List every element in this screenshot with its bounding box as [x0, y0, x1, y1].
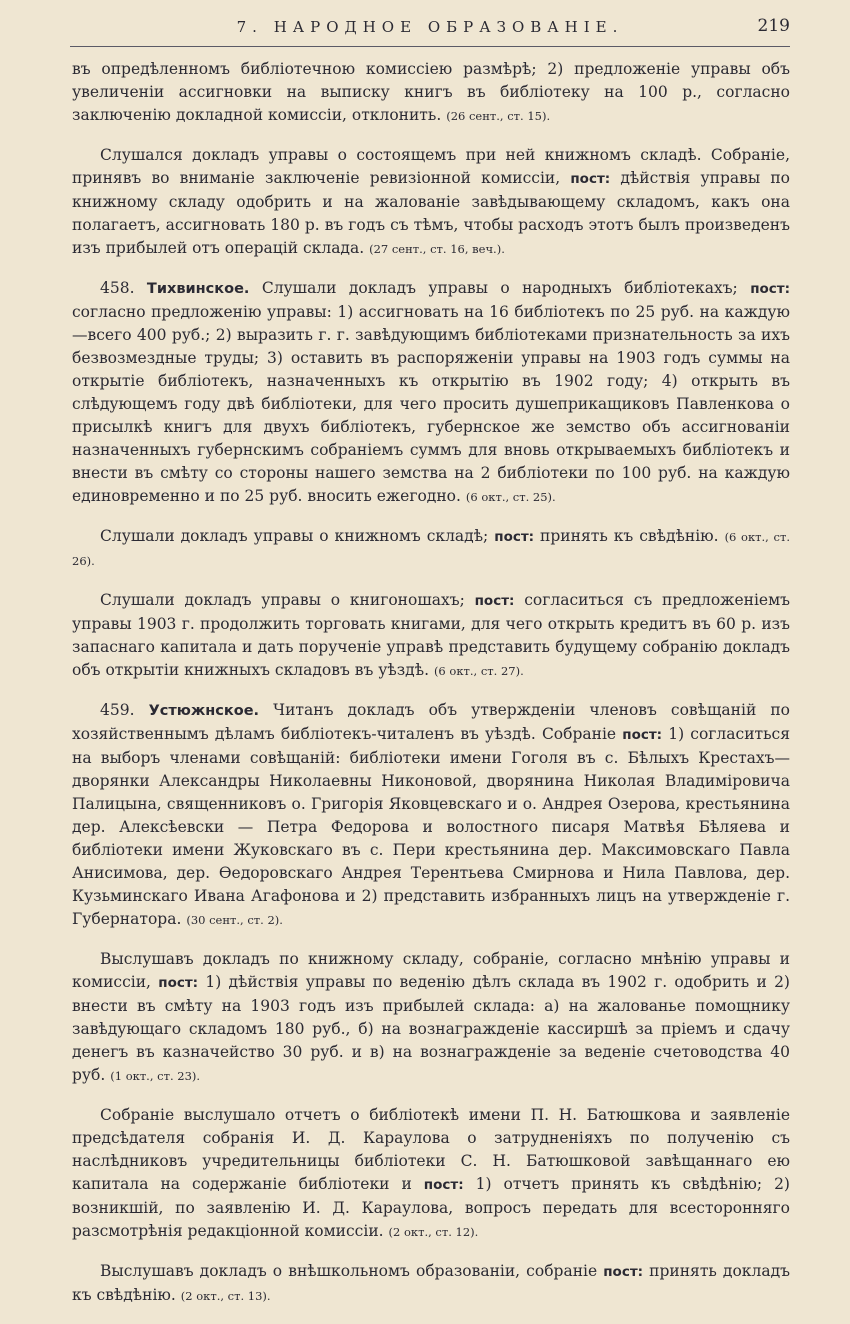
section-heading: Тихвинское. — [146, 281, 250, 297]
header-rule — [70, 46, 790, 47]
running-header — [70, 14, 790, 42]
paragraph-text: Собраніе выслушало отчетъ о библіотекѣ имени П. Н. Батюшкова и заявленіе предсѣдателя собранія И. Д. Караулова о затрудненіяхъ по полученію съ наслѣдниковъ учредительницы библіотеки С. Н. Батюшковой завѣщаннаго ею капитала на содержаніе библіотеки и — [72, 1106, 790, 1193]
paragraph-text: согласно предложенію управы: 1) ассигновать на 16 библіотекъ по 25 руб. на каждую—всего 400 руб.; 2) выразить г. г. завѣдующимъ библіотеками признательность за ихъ безвозмездные труды; 3) оставить въ распоряженіи управы на 1903 годъ суммы на открытіе библіотекъ, назначенныхъ къ открытію въ 1902 году; 4) открыть въ слѣдующемъ году двѣ библіотеки, для чего просить душеприкащиковъ Павленкова о присылкѣ книгъ для двухъ библіотекъ, губернское же земство объ ассигнованіи назначенныхъ губернскимъ собраніемъ суммъ для вновь открываемыхъ библіотекъ и внести въ смѣту со стороны нашего земства на 2 библіотеки по 100 руб. на каждую единовременно и по 25 руб. вносить ежегодно. — [72, 303, 790, 505]
paragraph-text: Слушался докладъ управы о состоящемъ при ней книжномъ складѣ. Собраніе, принявъ во вниманіе заключеніе ревизіонной комиссіи, — [72, 146, 790, 187]
paragraph-text: дѣйствія управы по книжному складу одобрить и на жалованіе завѣдывающему складомъ, какъ она полагаетъ, ассигновать 180 р. въ годъ съ тѣмъ, чтобы расходъ этотъ былъ произведенъ изъ прибылей отъ операцій склада. — [72, 169, 791, 257]
paragraph-text: принять къ свѣдѣнію. — [540, 527, 719, 545]
running-title: 7. НАРОДНОЕ ОБРАЗОВАНІЕ. — [236, 18, 624, 36]
resolution-marker: пост: — [622, 727, 663, 743]
paragraph-459 — [72, 699, 790, 932]
reference-note: (6 окт., ст. 26). — [72, 530, 790, 568]
paragraph-text: согласиться съ предложеніемъ управы 1903 г. продолжить торговать книгами, для чего открыть кредитъ въ 60 р. изъ запаснаго капитала и дать порученіе управѣ представить будущему собранію докладъ объ открытіи книжныхъ складовъ въ уѣздѣ. — [72, 591, 790, 679]
section-number: 459. — [100, 701, 135, 719]
paragraph-text: Выслушавъ докладъ по книжному складу, собраніе, согласно мнѣнію управы и комиссіи, — [72, 950, 790, 991]
reference-note: (2 окт., ст. 12). — [388, 1225, 479, 1239]
page-number: 219 — [757, 16, 790, 36]
paragraph-458 — [72, 277, 790, 509]
paragraph-8 — [72, 1104, 790, 1244]
section-number: 458. — [100, 279, 135, 297]
paragraph-7 — [72, 948, 790, 1088]
resolution-marker: пост: — [423, 1177, 464, 1193]
reference-note: (1 окт., ст. 23). — [110, 1069, 201, 1083]
document-body — [72, 58, 790, 1324]
resolution-marker: пост: — [494, 529, 535, 545]
reference-note: (6 окт., ст. 25). — [465, 490, 556, 504]
paragraph-9 — [72, 1260, 790, 1308]
reference-note: (27 сент., ст. 16, веч.). — [369, 242, 505, 256]
paragraph-2 — [72, 144, 790, 261]
paragraph-4 — [72, 525, 790, 573]
paragraph-text: Слушали докладъ управы о народныхъ библіотекахъ; — [261, 279, 738, 297]
reference-note: (30 сент., ст. 2). — [186, 913, 283, 927]
paragraph-text: принять докладъ къ свѣдѣнію. — [72, 1262, 790, 1304]
resolution-marker: пост: — [603, 1264, 644, 1280]
paragraph-text: Слушали докладъ управы о книжномъ складѣ; — [100, 527, 489, 545]
resolution-marker: пост: — [158, 975, 199, 991]
resolution-marker: пост: — [474, 593, 515, 609]
paragraph-text: въ опредѣленномъ библіотечною комиссіею размѣрѣ; 2) предложеніе управы объ увеличеніи ассигновки на выписку книгъ въ библіотеку на 100 р., согласно заключенію докладной комиссіи, отклонить. — [72, 60, 790, 124]
paragraph-text: 1) согласиться на выборъ членами совѣщаній: библіотеки имени Гоголя въ с. Бѣлыхъ Крестахъ—дворянки Александры Николаевны Никоновой, дворянина Николая Владиміровича Палицына, священниковъ о. Григорія Яковцевскаго и о. Андрея Озерова, крестьянина дер. Алексѣевски — Петра Федорова и волостного писаря Матвѣя Бѣляева и библіотеки имени Жуковскаго въ с. Пери крестьянина дер. Максимовскаго Павла Анисимова, дер. Ѳедоровскаго Андрея Терентьева Смирнова и Нила Павлова, дер. Кузьминскаго Ивана Агафонова и 2) представить избранныхъ лицъ на утвержденіе г. Губернатора. — [72, 725, 790, 928]
reference-note: (6 окт., ст. 27). — [433, 664, 524, 678]
paragraph-text: Слушали докладъ управы о книгоношахъ; — [100, 591, 465, 609]
section-heading: Устюжнское. — [148, 703, 260, 719]
paragraph-5 — [72, 589, 790, 683]
paragraph-text: 1) дѣйствія управы по веденію дѣлъ склада въ 1902 г. одобрить и 2) внести въ смѣту на 1903 годъ изъ прибылей склада: а) на жалованье помощнику завѣдующаго складомъ 180 руб., б) на вознагражденіе кассиршѣ за пріемъ и сдачу денегъ въ казначейство 30 руб. и в) на вознагражденіе за веденіе счетоводства 40 руб. — [72, 973, 790, 1084]
paragraph-text: Выслушавъ докладъ о внѣшкольномъ образованіи, собраніе — [100, 1262, 598, 1280]
paragraph-text: Читанъ докладъ объ утвержденіи членовъ совѣщаній по хозяйственнымъ дѣламъ библіотекъ-читаленъ въ уѣздѣ. Собраніе — [72, 701, 790, 743]
resolution-marker: пост: — [750, 281, 791, 297]
paragraph-text: 1) отчетъ принять къ свѣдѣнію; 2) возникшій, по заявленію И. Д. Караулова, вопросъ передать для всесторонняго разсмотрѣнія редакціонной комиссіи. — [72, 1175, 790, 1240]
reference-note: (2 окт., ст. 13). — [180, 1289, 271, 1303]
paragraph-1 — [72, 58, 790, 128]
resolution-marker: пост: — [570, 171, 611, 187]
reference-note: (26 сент., ст. 15). — [446, 109, 551, 123]
